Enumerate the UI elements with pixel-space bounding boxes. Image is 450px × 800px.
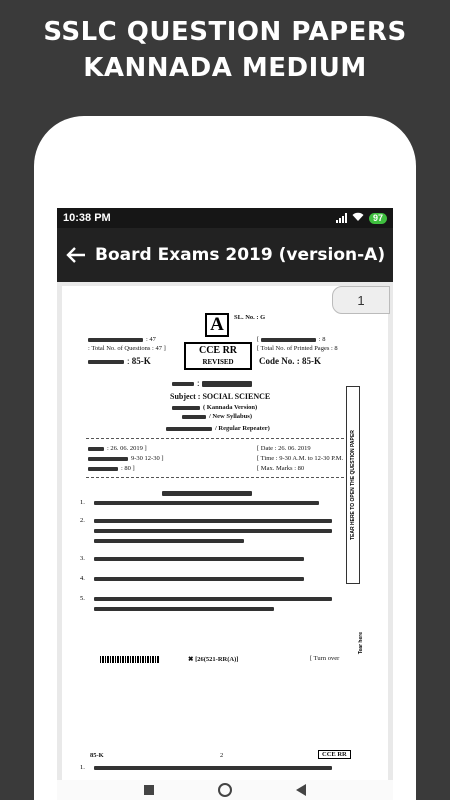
date-right: [ Date : 26. 06. 2019 [257, 445, 311, 452]
phone-screen [57, 208, 393, 800]
cce-title: CCE RR [198, 345, 238, 356]
instruction-item: 3. [94, 554, 339, 564]
separator [86, 477, 344, 478]
app-bar-title: Board Exams 2019 (version-A) [95, 245, 386, 265]
footer-cce: CCE RR [318, 750, 351, 759]
time-left: 9-30 12-30 ] [88, 455, 164, 462]
instruction-item: 1. [94, 498, 339, 508]
signal-icon [336, 213, 347, 223]
tear-here-label: Tear here [358, 632, 364, 655]
set-letter-box: A [205, 313, 229, 337]
footer-page: 2 [220, 752, 224, 759]
app-bar [57, 228, 393, 282]
turn-over: [ Turn over [310, 655, 340, 662]
page-number-badge: 1 [332, 286, 390, 314]
kannada-total-questions: : 47 [88, 336, 156, 343]
promo-header [0, 14, 450, 86]
subject: Subject : SOCIAL SCIENCE [170, 392, 271, 401]
code-right: Code No. : 85-K [259, 356, 321, 366]
syllabus: / New Syllabus) [182, 413, 252, 420]
document-page [62, 286, 388, 780]
kannada-total-pages: [ : 8 [257, 336, 326, 343]
instruction-item: 2. [94, 516, 339, 546]
marks-left: : 80 ] [88, 465, 135, 472]
version: ( Kannada Version) [172, 404, 257, 411]
time-right: [ Time : 9-30 A.M. to 12-30 P.M. [257, 455, 344, 462]
cce-sub: REVISED [202, 358, 234, 366]
barcode-code: ✖ [26(521-RR(A)] [188, 656, 239, 663]
promo-line-1: SSLC QUESTION PAPERS [43, 17, 407, 47]
separator [86, 438, 344, 439]
status-bar [57, 208, 393, 228]
tear-here-strip: TEAR HERE TO OPEN THE QUESTION PAPER [346, 386, 360, 584]
instruction-item: 5. [94, 594, 339, 614]
barcode [100, 656, 160, 663]
cce-rr-box [184, 342, 252, 370]
arrow-left-icon [66, 246, 86, 264]
wifi-icon [352, 212, 364, 225]
footer-code: 85-K [90, 752, 104, 759]
back-button[interactable] [57, 228, 95, 282]
total-pages: [ Total No. of Printed Pages : 8 [257, 345, 338, 352]
android-nav-bar [57, 780, 393, 800]
promo-line-2: KANNADA MEDIUM [83, 53, 367, 83]
kannada-subject: : [172, 378, 255, 388]
marks-right: [ Max. Marks : 80 [257, 465, 305, 472]
instruction-item: 4. [94, 574, 339, 584]
date-left: : 26. 06. 2019 ] [88, 445, 147, 452]
status-time: 10:38 PM [63, 212, 111, 224]
pdf-viewer[interactable] [57, 282, 393, 780]
battery-icon: 97 [369, 213, 387, 224]
footer-item: 1. [94, 763, 339, 773]
repeater: / Regular Repeater) [166, 425, 270, 432]
total-questions: : Total No. of Questions : 47 ] [88, 345, 166, 352]
code-left: : 85-K [88, 356, 151, 366]
back-nav-icon[interactable] [296, 784, 306, 796]
home-icon[interactable] [218, 783, 232, 797]
serial-number: SL. No. : G [234, 314, 266, 321]
recents-icon[interactable] [144, 785, 154, 795]
